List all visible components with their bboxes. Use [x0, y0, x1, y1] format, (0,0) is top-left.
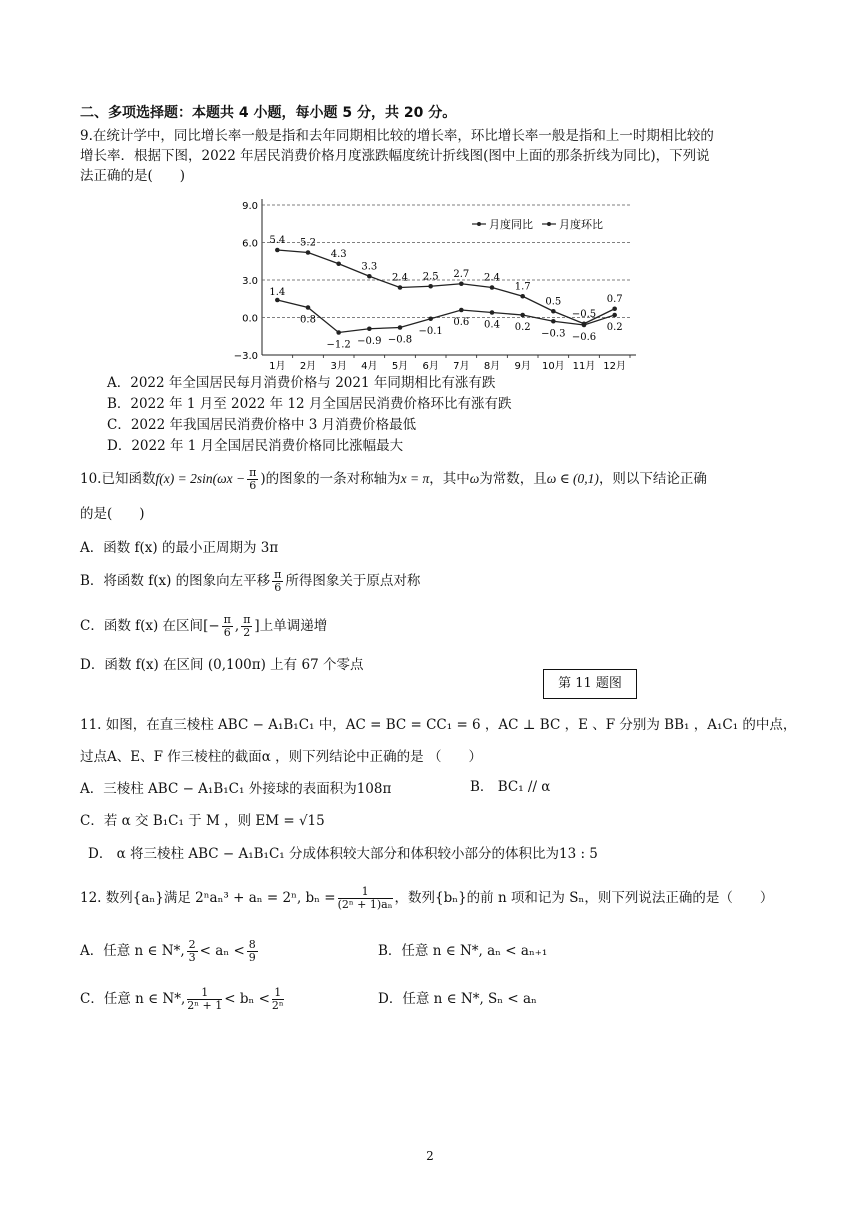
- data-point: [520, 294, 525, 299]
- y-tick-label: 0.0: [242, 313, 258, 325]
- q9-line1: 9.在统计学中，同比增长率一般是指和去年同期相比较的增长率，环比增长率一般是指和上一时期相比较的: [80, 128, 714, 144]
- data-point: [551, 309, 556, 314]
- frac-den: 6: [223, 626, 231, 639]
- data-label: −1.2: [326, 339, 351, 351]
- data-label: 0.7: [606, 293, 623, 305]
- data-label: 0.2: [514, 322, 531, 333]
- q10-stem-c: ，其中: [429, 471, 470, 487]
- frac-den: 6: [274, 581, 282, 594]
- legend-marker: [477, 222, 481, 226]
- q12-stem-b: ，数列{bₙ}的前 n 项和记为 Sₙ，则下列说法正确的是（ ）: [394, 890, 774, 906]
- data-label: 1.4: [269, 287, 286, 298]
- q10-option-c: C．函数 f(x) 在区间[− $\frac{\pi}{6}$ , $\frac{\pi}{2}$ ]上单调递增: [80, 613, 328, 639]
- x-tick-label: 7月: [453, 361, 470, 372]
- q12-stem: [80, 880, 773, 916]
- data-label: 0.6: [453, 317, 470, 328]
- data-point: [459, 308, 464, 313]
- data-label: 0.2: [606, 322, 623, 333]
- cpi-line-chart: [222, 194, 640, 372]
- q12-option-a: [80, 934, 260, 968]
- frac-num: π: [243, 613, 251, 626]
- frac-den: 9: [248, 951, 256, 964]
- data-point: [551, 319, 556, 324]
- section-title: 二、多项选择题：本题共 4 小题，每小题 5 分，共 20 分。: [80, 105, 457, 121]
- q10-interval-close: ]: [254, 618, 260, 634]
- q10-pi-over-6: [272, 569, 283, 594]
- data-point: [398, 285, 403, 290]
- y-tick-label: 9.0: [242, 201, 258, 212]
- data-label: 1.7: [514, 281, 531, 293]
- data-point: [275, 298, 280, 303]
- data-point: [520, 313, 525, 318]
- x-tick-label: 3月: [330, 361, 347, 372]
- frac-num: π: [223, 613, 231, 626]
- frac-num: π: [249, 466, 257, 479]
- data-label: 4.3: [330, 248, 347, 260]
- data-label: −0.3: [541, 328, 566, 340]
- q12-option-b: B．任意 n ∈ N*, aₙ < aₙ₊₁: [378, 943, 548, 959]
- data-point: [428, 284, 433, 289]
- x-tick-label: 4月: [361, 361, 378, 372]
- q11-option-b: B． BC₁ // α: [470, 779, 551, 795]
- data-point: [582, 323, 587, 328]
- q12-two-thirds: [187, 939, 198, 964]
- q12-option-c-mid: < bₙ <: [224, 991, 270, 1007]
- data-label: 0.4: [484, 319, 500, 331]
- q9-option-b: B．2022 年 1 月至 2022 年 12 月全国居民消费价格环比有涨有跌: [107, 396, 512, 412]
- x-tick-label: 12月: [603, 361, 627, 372]
- q10-omega: ω: [469, 471, 480, 486]
- q10-option-b-rest: 所得图象关于原点对称: [285, 573, 421, 589]
- series-line-yoy: [277, 250, 614, 324]
- x-tick-label: 11月: [572, 361, 596, 372]
- q11-line1: 11. 如图，在直三棱柱 ABC − A₁B₁C₁ 中，AC = BC = CC₁ = 6 ，AC ⊥ BC ，E 、F 分别为 BB₁ ，A₁C₁ 的中点，: [80, 717, 797, 733]
- data-label: 3.3: [361, 261, 378, 273]
- data-label: 5.4: [269, 235, 286, 246]
- q12-lower-bound: [187, 987, 222, 1012]
- q10-interval-open: [−: [203, 618, 220, 634]
- data-point: [612, 306, 617, 311]
- q10-option-c-rest: 上单调递增: [259, 618, 328, 634]
- q10-stem-d: 为常数，且: [479, 471, 547, 487]
- q10-axis: x = π: [400, 471, 430, 486]
- q9-option-c: C．2022 年我国居民消费价格中 3 月消费价格最低: [107, 417, 417, 433]
- data-label: 0.5: [545, 296, 562, 308]
- q10-line2: 的是( ): [80, 506, 145, 522]
- y-tick-label: 6.0: [242, 238, 258, 250]
- frac-den: 3: [188, 951, 196, 964]
- data-label: −0.5: [571, 308, 597, 320]
- q12-bn-frac: [338, 886, 393, 911]
- frac-num: 1: [338, 886, 393, 899]
- q10-option-c-text: C．函数 f(x) 在区间: [80, 618, 204, 634]
- q12-option-a-text: A．任意 n ∈ N*,: [80, 943, 185, 959]
- figure-11-label: 第 11 题图: [543, 669, 637, 699]
- x-tick-label: 1月: [269, 361, 286, 372]
- y-tick-label: 3.0: [242, 276, 258, 287]
- q12-stem-a: 12. 数列{aₙ}满足 2ⁿaₙ³ + aₙ = 2ⁿ, bₙ =: [80, 890, 336, 906]
- frac-den: 2ⁿ + 1: [187, 999, 223, 1012]
- data-point: [612, 313, 617, 318]
- q10-stem-a: 10.已知函数: [80, 471, 156, 487]
- data-label: 2.4: [484, 272, 500, 284]
- q12-option-c: [80, 982, 286, 1016]
- q12-eight-ninths: [247, 939, 258, 964]
- data-point: [490, 285, 495, 290]
- data-point: [275, 248, 280, 253]
- data-label: 2.7: [453, 268, 470, 280]
- q10-omega-range: ω ∈ (0,1): [546, 471, 599, 486]
- x-tick-label: 9月: [514, 361, 531, 372]
- q12-option-a-mid: < aₙ <: [199, 943, 245, 959]
- q11-option-a: A．三棱柱 ABC − A₁B₁C₁ 外接球的表面积为108π: [80, 781, 392, 797]
- data-point: [336, 261, 341, 266]
- data-label: 5.2: [300, 237, 316, 249]
- frac-num: 1: [187, 987, 222, 1000]
- data-label: 2.5: [422, 271, 439, 283]
- q10-pi-over-6: [222, 614, 233, 639]
- data-label: −0.6: [571, 332, 597, 343]
- x-tick-label: 10月: [541, 361, 565, 372]
- x-tick-label: 6月: [422, 361, 439, 372]
- q9-option-d: D．2022 年 1 月全国居民消费价格同比涨幅最大: [107, 438, 404, 454]
- x-tick-label: 8月: [483, 361, 501, 372]
- q9-line2: 增长率．根据下图，2022 年居民消费价格月度涨跌幅度统计折线图(图中上面的那条折线为同比)，下列说: [80, 148, 710, 164]
- q9-line3: 法正确的是( ): [80, 168, 186, 184]
- legend-label: 月度同比: [489, 218, 533, 231]
- q11-option-c: C．若 α 交 B₁C₁ 于 M ，则 EM = √15: [80, 813, 325, 829]
- data-point: [459, 281, 464, 286]
- data-label: 2.4: [392, 272, 408, 284]
- frac-den: 2ⁿ: [271, 999, 284, 1012]
- q12-upper-bound: [272, 987, 284, 1012]
- y-tick-label: −3.0: [233, 351, 258, 362]
- q10-pi-over-2: [241, 614, 252, 639]
- q10-option-a: A．函数 f(x) 的最小正周期为 3π: [80, 540, 279, 556]
- frac-num: 1: [272, 987, 284, 1000]
- q10-pi-over-6: [247, 467, 258, 492]
- q10-option-b: [80, 565, 420, 597]
- data-point: [306, 250, 311, 255]
- q10-func: f(x) = 2sin(ωx −: [155, 471, 246, 486]
- q11-option-d: D． α 将三棱柱 ABC − A₁B₁C₁ 分成体积较大部分和体积较小部分的体积比为13 : 5: [88, 846, 598, 862]
- q12-option-d: D．任意 n ∈ N*, Sₙ < aₙ: [378, 991, 537, 1007]
- q10-stem-e: ，则以下结论正确: [598, 471, 707, 487]
- x-tick-label: 5月: [391, 361, 409, 372]
- frac-den: 2: [243, 626, 251, 639]
- x-tick-label: 2月: [299, 361, 317, 372]
- frac-num: 8: [248, 938, 256, 951]
- q9-option-a: A．2022 年全国居民每月消费价格与 2021 年同期相比有涨有跌: [107, 375, 496, 391]
- data-point: [490, 310, 495, 315]
- frac-den: (2ⁿ + 1)aₙ: [337, 898, 393, 911]
- data-point: [306, 305, 311, 310]
- q10-stem-b: )的图象的一条对称轴为: [260, 471, 401, 487]
- q10-stem: [80, 463, 707, 495]
- frac-den: 6: [249, 479, 257, 492]
- q12-option-c-text: C．任意 n ∈ N*,: [80, 991, 186, 1007]
- data-label: −0.9: [357, 335, 382, 347]
- data-label: −0.8: [387, 334, 413, 346]
- data-label: 0.8: [300, 314, 316, 326]
- frac-num: 2: [188, 938, 196, 951]
- data-label: −0.1: [418, 325, 443, 337]
- frac-num: π: [274, 568, 282, 581]
- data-point: [367, 326, 372, 331]
- data-point: [428, 316, 433, 321]
- q11-line2: 过点A、E、F 作三棱柱的截面α ，则下列结论中正确的是 （ ）: [80, 749, 482, 765]
- legend-label: 月度环比: [559, 218, 603, 231]
- page-number: 2: [426, 1149, 434, 1163]
- q10-option-d: D．函数 f(x) 在区间 (0,100π) 上有 67 个零点: [80, 657, 364, 673]
- data-point: [398, 325, 403, 330]
- data-point: [367, 274, 372, 279]
- q10-option-b-text: B．将函数 f(x) 的图象向左平移: [80, 573, 271, 589]
- legend-marker: [547, 222, 551, 226]
- data-point: [336, 330, 341, 335]
